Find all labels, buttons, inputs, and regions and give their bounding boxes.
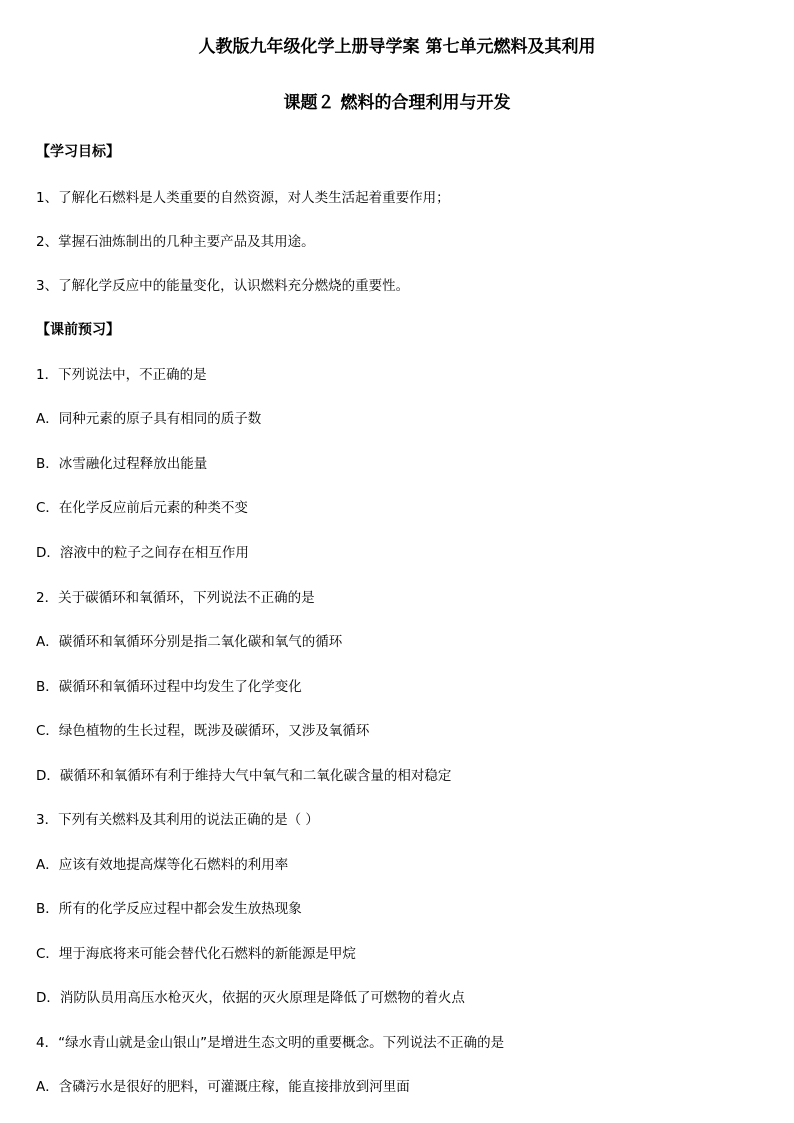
question-option: B．冰雪融化过程释放出能量 [36,456,208,472]
lesson-title: 课题２ 燃料的合理利用与开发 [283,93,511,113]
objectives-heading: 【学习目标】 [36,144,120,160]
document-title: 人教版九年级化学上册导学案 第七单元燃料及其利用 [198,37,596,57]
question-stem: 2．关于碳循环和氧循环，下列说法不正确的是 [36,590,315,606]
question-option: A．碳循环和氧循环分别是指二氧化碳和氧气的循环 [36,634,343,650]
question-option: A．应该有效地提高煤等化石燃料的利用率 [36,857,289,873]
question-option: B．所有的化学反应过程中都会发生放热现象 [36,901,302,917]
question-stem: 1．下列说法中，不正确的是 [36,367,207,383]
question-option: C．在化学反应前后元素的种类不变 [36,500,248,516]
question-stem: 3．下列有关燃料及其利用的说法正确的是（ ） [36,812,319,828]
question-option: C．绿色植物的生长过程，既涉及碳循环，又涉及氧循环 [36,723,370,739]
question-option: D．消防队员用高压水枪灭火，依据的灭火原理是降低了可燃物的着火点 [36,990,465,1006]
preview-heading: 【课前预习】 [36,322,120,338]
question-option: B．碳循环和氧循环过程中均发生了化学变化 [36,679,302,695]
question-option: D．溶液中的粒子之间存在相互作用 [36,545,249,561]
objective-item: 1、了解化石燃料是人类重要的自然资源，对人类生活起着重要作用； [36,190,450,206]
question-option: D．碳循环和氧循环有利于维持大气中氧气和二氧化碳含量的相对稳定 [36,768,452,784]
objective-item: 3、了解化学反应中的能量变化，认识燃料充分燃烧的重要性。 [36,278,410,294]
question-option: C．埋于海底将来可能会替代化石燃料的新能源是甲烷 [36,946,356,962]
question-option: A．含磷污水是很好的肥料，可灌溉庄稼，能直接排放到河里面 [36,1079,410,1095]
question-stem: 4．“绿水青山就是金山银山”是增进生态文明的重要概念。下列说法不正确的是 [36,1035,505,1051]
question-option: A．同种元素的原子具有相同的质子数 [36,411,262,427]
objective-item: 2、掌握石油炼制出的几种主要产品及其用途。 [36,234,315,250]
